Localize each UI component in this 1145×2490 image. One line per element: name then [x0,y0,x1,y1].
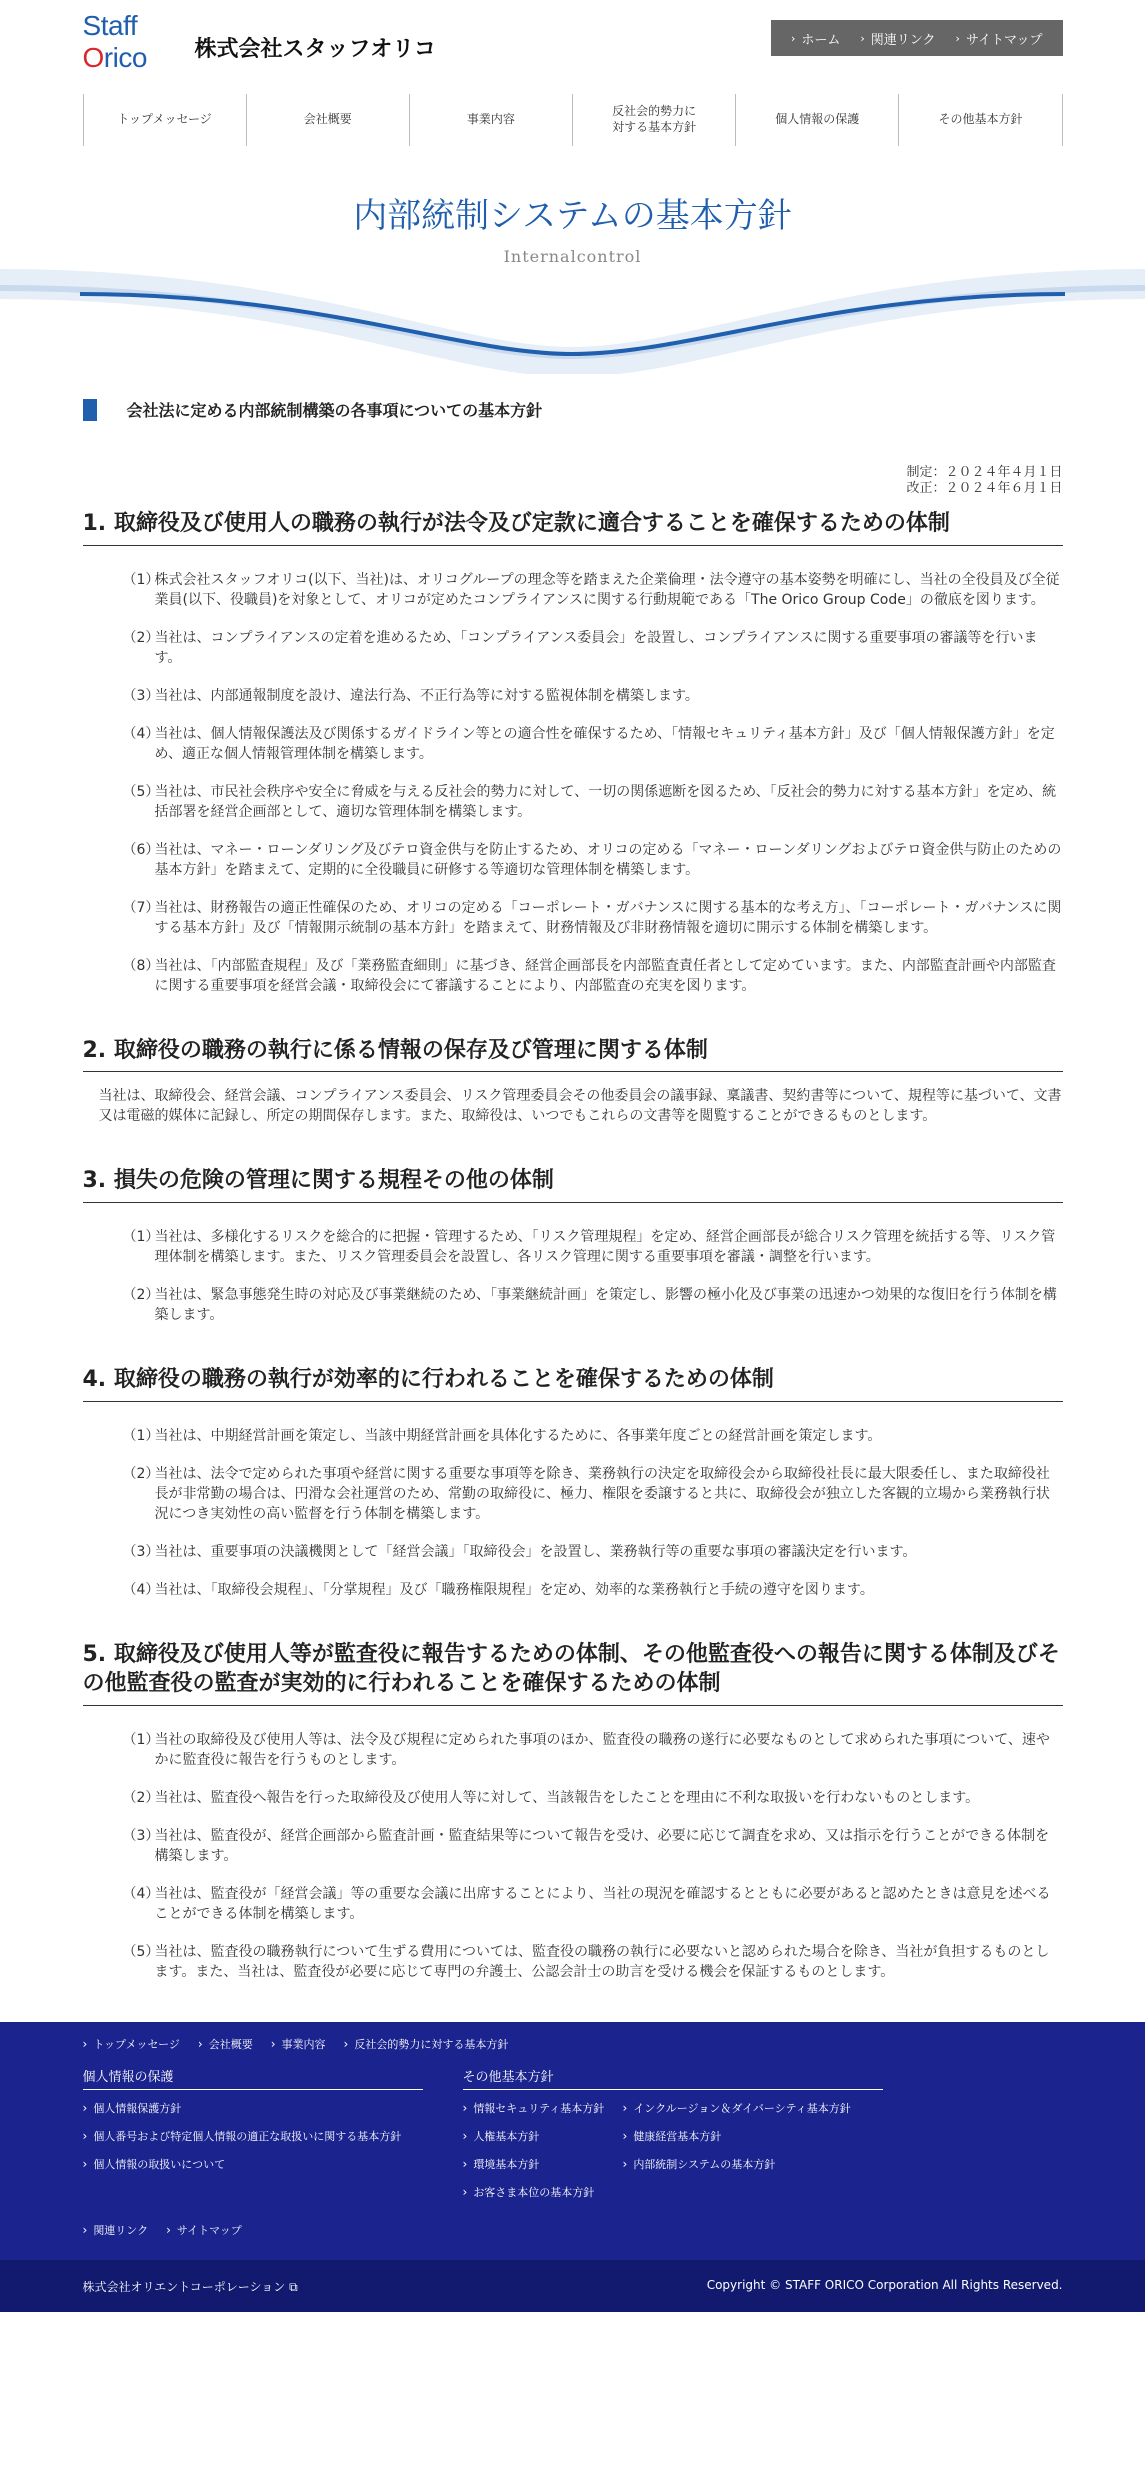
section-items [83,1402,1063,1600]
section-title: 5. 取締役及び使用人等が監査役に報告するための体制、その他監査役への報告に関する体制及びその他監査役の監査が実効的に行われることを確保するための体制 [83,1640,1063,1706]
footer-link-privacy-policy[interactable]: › 個人情報保護方針 [83,2102,182,2115]
footer-col-list [83,2100,423,2172]
page-subtitle: Internalcontrol [503,247,642,266]
list-item [123,570,1063,610]
footer-bottom-bar [0,2260,1145,2312]
global-nav [83,94,1063,146]
parent-company-label: 株式会社オリエントコーポレーション [82,2279,286,2294]
footer-link-infosec-policy[interactable]: › 情報セキュリティ基本方針 [463,2102,605,2115]
footer-col-privacy [83,2066,423,2212]
footer-columns [83,2066,1063,2212]
footer-link-health-policy[interactable]: › 健康経営基本方針 [623,2130,722,2143]
list-item [123,1426,1063,1446]
item-number: （1） [122,571,160,588]
parent-company-link[interactable] [83,2278,298,2295]
item-text: 当社は、「内部監査規程」及び「業務監査細則」に基づき、経営企画部長を内部監査責任者として定めています。また、内部監査計画や内部監査に関する重要事項を経営会議・取締役会にて審議することにより、内部監査の充実を図ります。 [154,957,1056,994]
item-number: （3） [122,687,160,704]
section-paragraph: 当社は、取締役会、経営会議、コンプライアンス委員会、リスク管理委員会その他委員会の議事録、稟議書、契約書等について、規程等に基づいて、文書又は電磁的媒体に記録し、所定の期間保存します。また、取締役は、いつでもこれらの文書等を閲覧することができるものとします。 [98,1088,1062,1125]
logo-orico: Orico [82,42,147,73]
item-number: （3） [122,1828,160,1845]
item-text: 当社は、市民社会秩序や安全に脅威を与える反社会的勢力に対して、一切の関係遮断を図るため、「反社会的勢力に対する基本方針」を定め、統括部署を経営企画部として、適切な管理体制を構築します。 [154,783,1057,820]
list-item [123,782,1063,822]
item-text: 当社は、「取締役会規程」、「分掌規程」及び「職務権限規程」を定め、効率的な業務執行と手続の遵守を図ります。 [154,1581,874,1598]
item-text: 当社は、監査役へ報告を行った取締役及び使用人等に対して、当該報告をしたことを理由に不利な取扱いを行わないものとします。 [154,1790,980,1807]
item-number: （1） [122,1427,160,1444]
item-number: （1） [122,1732,160,1749]
site-header [83,0,1063,84]
footer-link-antisocial[interactable]: › 反社会的勢力に対する基本方針 [344,2036,509,2052]
lead-heading-text: 会社法に定める内部統制構築の各事項についての基本方針 [126,401,543,420]
list-item [123,1580,1063,1600]
footer-link-related[interactable]: › 関連リンク [83,2222,149,2238]
footer-top-links [83,2036,1063,2052]
footer-bottom-inner [83,2278,1063,2295]
footer-link-top-message[interactable]: › トップメッセージ [83,2036,180,2052]
policy-section-2 [83,1036,1063,1127]
list-item [123,1285,1063,1325]
section-items [83,1706,1063,1982]
list-item [123,1730,1063,1770]
footer-link-privacy-handling[interactable]: › 個人情報の取扱いについて [83,2158,226,2171]
list-item [123,628,1063,668]
utility-link-label: ホーム [801,32,841,48]
item-text: 当社は、内部通報制度を設け、違法行為、不正行為等に対する監視体制を構築します。 [154,687,699,704]
item-number: （6） [122,841,160,858]
list-item [123,1884,1063,1924]
item-text: 当社は、法令で定められた事項や経営に関する重要な事項等を除き、業務執行の決定を取締役会から取締役社長に最大限委任し、また取締役社長が非常勤の場合は、円滑な会社運営のため、常勤の取締役に、極力、権限を委譲すると共に、取締役会が独立した客観的立場から業務執行状況につき実効性の高い監督を行う体制を構築します。 [154,1465,1050,1522]
item-text: 当社は、監査役が「経営会議」等の重要な会議に出席することにより、当社の現況を確認するとともに必要があると認めたときは意見を述べることができる体制を構築します。 [154,1886,1051,1923]
item-text: 当社は、マネー・ローンダリング及びテロ資金供与を防止するため、オリコの定める「マネー・ローンダリングおよびテロ資金供与防止のための基本方針」を踏まえて、定期的に全役職員に研修する等適切な管理体制を構築します。 [154,841,1062,878]
footer-bottom-links [83,2222,1063,2238]
footer-link-internal-control-policy[interactable]: › 内部統制システムの基本方針 [623,2158,776,2171]
list-item [123,840,1063,880]
list-item [123,1942,1063,1982]
footer-link-sitemap[interactable]: › サイトマップ [166,2222,242,2238]
item-text: 当社は、監査役が、経営企画部から監査計画・監査結果等について報告を受け、必要に応じて調査を求め、又は指示を行うことができる体制を構築します。 [154,1828,1050,1865]
logo-mark [83,8,183,72]
policy-section-1 [83,509,1063,996]
item-number: （8） [122,957,160,974]
section-title: 2. 取締役の職務の執行に係る情報の保存及び管理に関する体制 [83,1036,1063,1073]
item-number: （4） [122,1886,160,1903]
item-number: （2） [122,1465,160,1482]
utility-nav [771,20,1063,56]
external-link-icon: ⧉ [289,2279,298,2294]
item-number: （2） [122,1790,160,1807]
utility-link-sitemap[interactable] [946,29,1053,48]
item-text: 当社の取締役及び使用人等は、法令及び規程に定められた事項のほか、監査役の職務の遂行に必要なものとして求められた事項について、速やかに監査役に報告を行うものとします。 [154,1732,1050,1769]
footer-link-company[interactable]: › 会社概要 [198,2036,253,2052]
footer-col-list [623,2100,851,2212]
footer-inner [83,2036,1063,2238]
lead-heading [83,398,1063,421]
policy-section-3 [83,1166,1063,1325]
item-number: （7） [122,899,160,916]
item-number: （5） [122,783,160,800]
list-item [123,1826,1063,1866]
item-number: （2） [122,629,160,646]
item-text: 当社は、コンプライアンスの定着を進めるため、「コンプライアンス委員会」を設置し、コンプライアンスに関する重要事項の審議等を行います。 [154,629,1038,666]
footer-col-list [463,2100,623,2212]
list-item [123,1227,1063,1267]
company-name: 株式会社スタッフオリコ [194,36,436,62]
page-hero [0,146,1145,346]
list-item [123,724,1063,764]
gnav-top-message[interactable]: トップメッセージ [84,94,247,146]
item-number: （5） [122,1944,160,1961]
item-text: 当社は、個人情報保護法及び関係するガイドライン等との適合性を確保するため、「情報セキュリティ基本方針」及び「個人情報保護方針」を定め、適正な個人情報管理体制を構築します。 [154,725,1055,762]
footer-link-my-number-policy[interactable]: › 個人番号および特定個人情報の適正な取扱いに関する基本方針 [83,2130,402,2143]
copyright: Copyright © STAFF ORICO Corporation All Rights Reserved. [706,2277,1063,2292]
item-text: 当社は、多様化するリスクを総合的に把握・管理するため、「リスク管理規程」を定め、経営企画部長が総合リスク管理を統括する等、リスク管理体制を構築します。また、リスク管理委員会を設置し、各リスク管理に関する重要事項を審議・調整を行います。 [154,1229,1056,1266]
item-number: （4） [122,725,160,742]
list-item [123,898,1063,938]
page-container [83,0,1063,146]
item-text: 当社は、緊急事態発生時の対応及び事業継続のため、「事業継続計画」を策定し、影響の極小化及び事業の迅速かつ効果的な復旧を行う体制を構築します。 [154,1287,1057,1324]
item-number: （1） [122,1229,160,1246]
item-text: 当社は、中期経営計画を策定し、当該中期経営計画を具体化するために、各事業年度ごとの経営計画を策定します。 [154,1427,882,1444]
utility-link-related[interactable] [850,29,945,48]
list-item [123,956,1063,996]
item-text: 株式会社スタッフオリコ(以下、当社)は、オリコグループの理念等を踏まえた企業倫理・法令遵守の基本姿勢を明確にし、当社の全役員及び全従業員(以下、役職員)を対象として、オリコが定めたコンプライアンスに関する行動規範である「The Orico Group Code」の徹底を図ります。 [154,571,1060,608]
established-date: 制定：２０２４年４月１日 [906,465,1063,480]
section-items [83,546,1063,996]
footer-link-inclusion-policy[interactable]: › インクルージョン＆ダイバーシティ基本方針 [623,2102,851,2115]
utility-link-label: 関連リンク [870,32,936,48]
list-item [123,1464,1063,1524]
footer-col-other-policies [463,2066,883,2212]
utility-link-label: サイトマップ [965,32,1043,48]
gnav-business[interactable]: 事業内容 [410,94,573,146]
item-number: （3） [122,1543,160,1560]
list-item [123,1542,1063,1562]
chevron-right-icon: › [790,31,796,45]
footer-link-business[interactable]: › 事業内容 [271,2036,326,2052]
policy-dates [83,465,1063,497]
item-text: 当社は、重要事項の決議機関として「経営会議」「取締役会」を設置し、業務執行等の重要な事項の審議決定を行います。 [154,1543,917,1560]
item-text: 当社は、財務報告の適正性確保のため、オリコの定める「コーポレート・ガバナンスに関する基本的な考え方」、「コーポレート・ガバナンスに関する基本方針」及び「情報開示統制の基本方針」を踏まえて、財務情報及び非財務情報を適切に開示する体制を構築します。 [154,899,1062,936]
item-number: （2） [122,1287,160,1304]
main-content [83,398,1063,1982]
section-title: 3. 損失の危険の管理に関する規程その他の体制 [83,1166,1063,1203]
gnav-company-overview[interactable]: 会社概要 [247,94,410,146]
utility-link-home[interactable] [781,29,850,48]
gnav-other-policies[interactable]: その他基本方針 [899,94,1062,146]
section-title: 4. 取締役の職務の執行が効率的に行われることを確保するための体制 [83,1365,1063,1402]
policy-section-4 [83,1365,1063,1600]
hero-wave-decoration [0,254,1145,374]
revised-date: 改正：２０２４年６月１日 [906,481,1063,496]
gnav-antisocial-policy[interactable]: 反社会的勢力に 対する基本方針 [573,94,736,146]
footer-link-customer-first-policy[interactable]: › お客さま本位の基本方針 [463,2186,595,2199]
footer-link-human-rights-policy[interactable]: › 人権基本方針 [463,2130,540,2143]
footer-col-heading: 個人情報の保護 [83,2066,423,2090]
chevron-right-icon: › [860,31,865,45]
item-number: （4） [122,1581,160,1598]
heading-marker [83,399,97,421]
chevron-right-icon: › [955,31,960,45]
list-item [123,686,1063,706]
section-items [83,1203,1063,1325]
footer-col-lists [463,2100,883,2212]
list-item [123,1788,1063,1808]
policy-section-5 [83,1640,1063,1982]
footer-link-environment-policy[interactable]: › 環境基本方針 [463,2158,540,2171]
site-footer [0,2022,1145,2260]
site-logo[interactable] [83,8,436,72]
page-title: 内部統制システムの基本方針 [353,196,792,236]
item-text: 当社は、監査役の職務執行について生ずる費用については、監査役の職務の執行に必要ないと認められた場合を除き、当社が負担するものとします。また、当社は、監査役が必要に応じて専門の弁護士、公認会計士の助言を受ける機会を保証するものとします。 [154,1944,1050,1981]
logo-staff: Staff [82,10,138,41]
footer-col-heading: その他基本方針 [463,2066,883,2090]
gnav-privacy[interactable]: 個人情報の保護 [736,94,899,146]
section-title: 1. 取締役及び使用人の職務の執行が法令及び定款に適合することを確保するための体制 [83,509,1063,546]
